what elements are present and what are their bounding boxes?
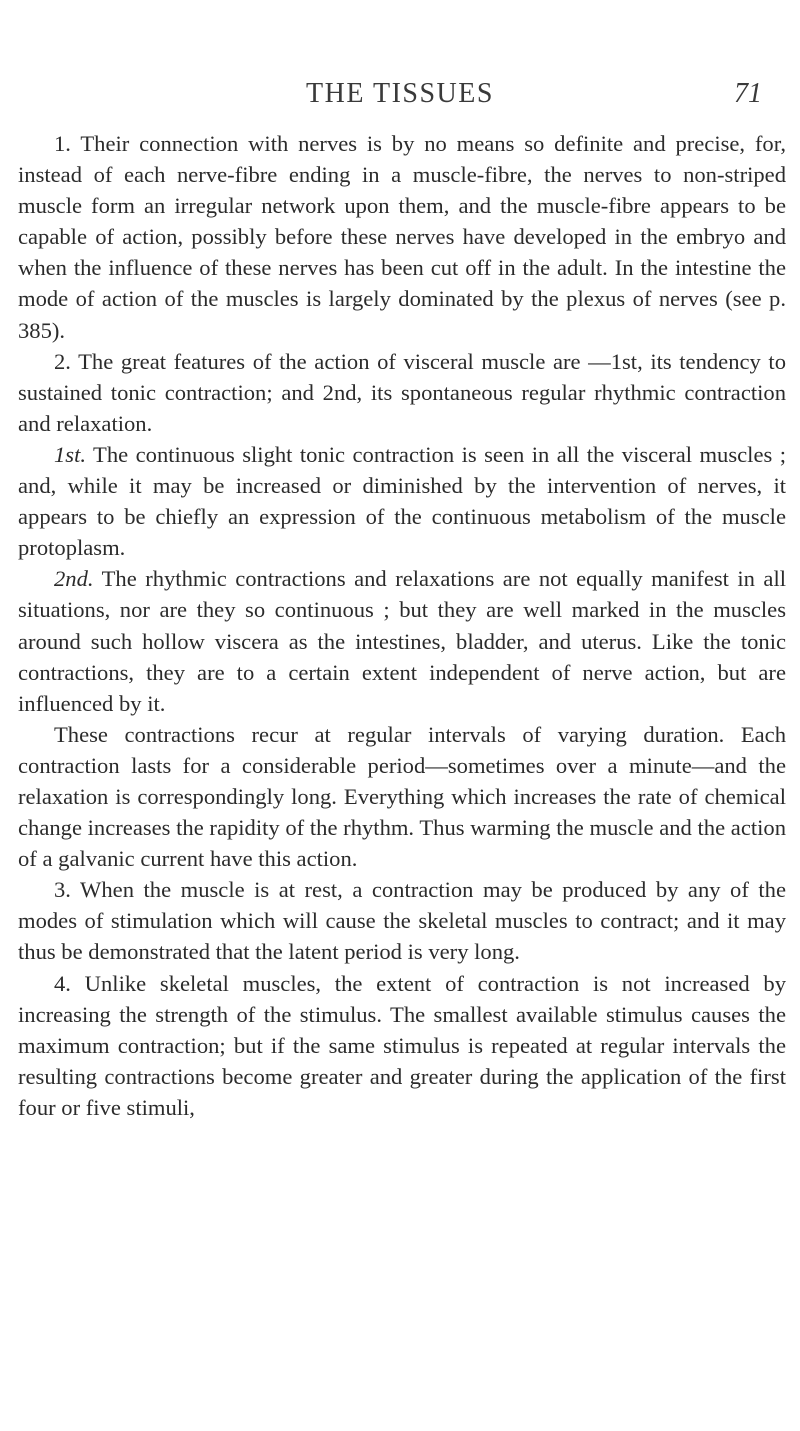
paragraph-text: 1. Their connection with nerves is by no means so definite and precise, for, instead of each nerve-fibre ending in a muscle-fibre, the nerves to non-striped muscle form an irregular network upon them, and the muscle-fibre appears to be capable of action, possibly before these nerves have developed in the embryo and when the influence of these nerves has been cut off in the adult. In the intestine the mode of action of the muscles is largely dominated by the plexus of nerves (see p. 385). xyxy=(18,131,786,343)
paragraph xyxy=(18,346,786,439)
paragraph-text: 3. When the muscle is at rest, a contraction may be produced by any of the modes of stimulation which will cause the skeletal muscles to contract; and it may thus be demonstrated that the latent period is very long. xyxy=(18,877,786,965)
paragraph-text: 2. The great features of the action of visceral muscle are —1st, its tendency to sustained tonic contraction; and 2nd, its spontaneous regular rhythmic contraction and relaxation. xyxy=(18,348,786,436)
paragraph-text: The continuous slight tonic contraction is seen in all the visceral muscles ; and, while it may be increased or diminished by the intervention of nerves, it appears to be chiefly an expression of the continuous metabolism of the muscle protoplasm. xyxy=(18,441,786,561)
paragraph-text: The rhythmic contractions and relaxations are not equally manifest in all situations, nor are they so continuous ; but they are well marked in the muscles around such hollow viscera as the intestines, bladder, and uterus. Like the tonic contractions, they are to a certain extent independent of nerve action, but are influenced by it. xyxy=(18,566,786,716)
running-head: THE TISSUES xyxy=(306,78,494,109)
paragraph xyxy=(18,874,786,967)
paragraph xyxy=(18,719,786,874)
paragraph xyxy=(18,563,786,718)
page-number: 71 xyxy=(734,78,762,109)
paragraph-text: 4. Unlike skeletal muscles, the extent of contraction is not increased by increasing the strength of the stimulus. The smallest available stimulus causes the maximum contraction; but if the same stimulus is repeated at regular intervals the resulting contractions become greater and greater during the application of the first four or five stimuli, xyxy=(18,970,786,1120)
paragraph-lead: 2nd. xyxy=(54,566,94,592)
paragraph xyxy=(18,128,786,346)
paragraph xyxy=(18,439,786,563)
paragraph-lead: 1st. xyxy=(54,441,87,467)
paragraph xyxy=(18,968,786,1123)
paragraph-text: These contractions recur at regular intervals of varying duration. Each contraction lasts for a considerable period—sometimes over a minute—and the relaxation is correspondingly long. Everything which increases the rate of chemical change increases the rapidity of the rhythm. Thus warming the muscle and the action of a galvanic current have this action. xyxy=(18,721,786,872)
body-text xyxy=(18,128,786,1123)
